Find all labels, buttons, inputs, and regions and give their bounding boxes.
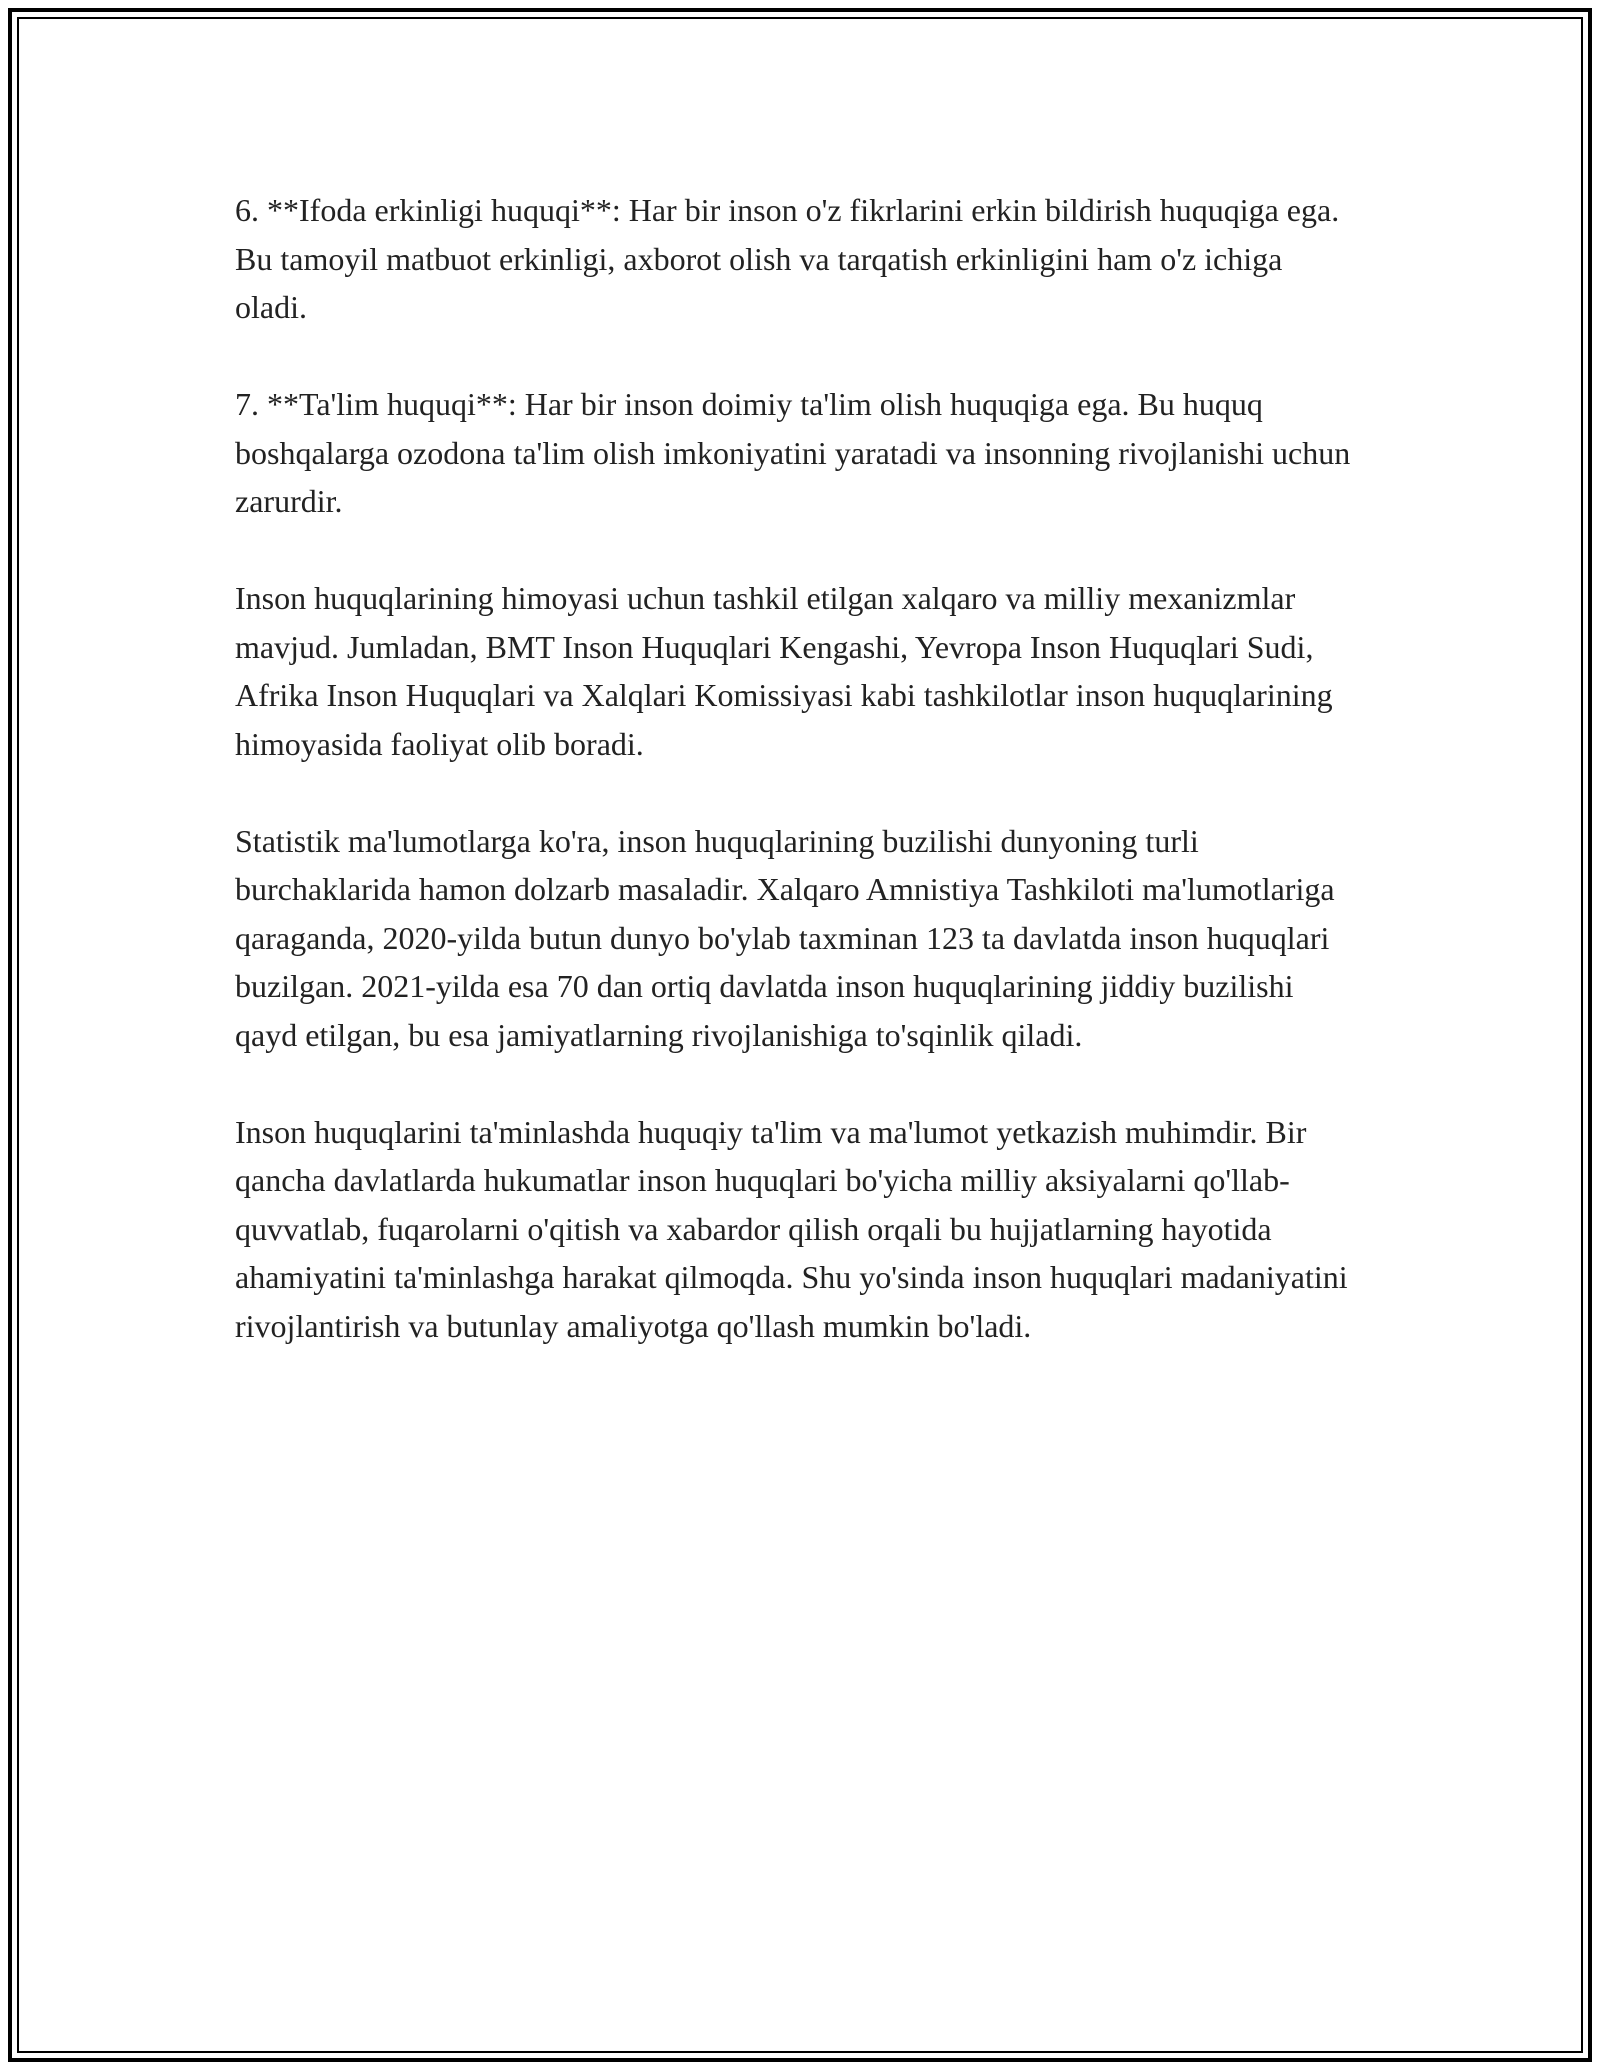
document-body	[235, 186, 1355, 1399]
paragraph-statistics: Statistik ma'lumotlarga ko'ra, inson huquqlarining buzilishi dunyoning turli burchaklarida hamon dolzarb masaladir. Xalqaro Amnistiya Tashkiloti ma'lumotlariga qaraganda, 2020-yilda butun dunyo bo'ylab taxminan 123 ta davlatda inson huquqlari buzilgan. 2021-yilda esa 70 dan ortiq davlatda inson huquqlarining jiddiy buzilishi qayd etilgan, bu esa jamiyatlarning rivojlanishiga to'sqinlik qiladi.	[235, 822, 1335, 1053]
paragraph-right-to-education: 7. **Ta'lim huquqi**: Har bir inson doimiy ta'lim olish huquqiga ega. Bu huquq boshqalarga ozodona ta'lim olish imkoniyatini yaratadi va insonning rivojlanishi uchun zarurdir.	[235, 386, 1351, 519]
paragraph-protection-mechanisms: Inson huquqlarining himoyasi uchun tashkil etilgan xalqaro va milliy mexanizmlar mavjud. Jumladan, BMT Inson Huquqlari Kengashi, Yevropa Inson Huquqlari Sudi, Afrika Inson Huquqlari va Xalqlari Komissiyasi kabi tashkilotlar inson huquqlarining himoyasida faoliyat olib boradi.	[235, 580, 1333, 762]
paragraph-freedom-of-expression: 6. **Ifoda erkinligi huquqi**: Har bir inson o'z fikrlarini erkin bildirish huquqiga ega. Bu tamoyil matbuot erkinligi, axborot olish va tarqatish erkinligini ham o'z ichiga oladi.	[235, 192, 1340, 325]
paragraph-legal-education: Inson huquqlarini ta'minlashda huquqiy ta'lim va ma'lumot yetkazish muhimdir. Bir qancha davlatlarda hukumatlar inson huquqlari bo'yicha milliy aksiyalarni qo'llab-quvvatlab, fuqarolarni o'qitish va xabardor qilish orqali bu hujjatlarning hayotida ahamiyatini ta'minlashga harakat qilmoqda. Shu yo'sinda inson huquqlari madaniyatini rivojlantirish va butunlay amaliyotga qo'llash mumkin bo'ladi.	[235, 1113, 1348, 1344]
